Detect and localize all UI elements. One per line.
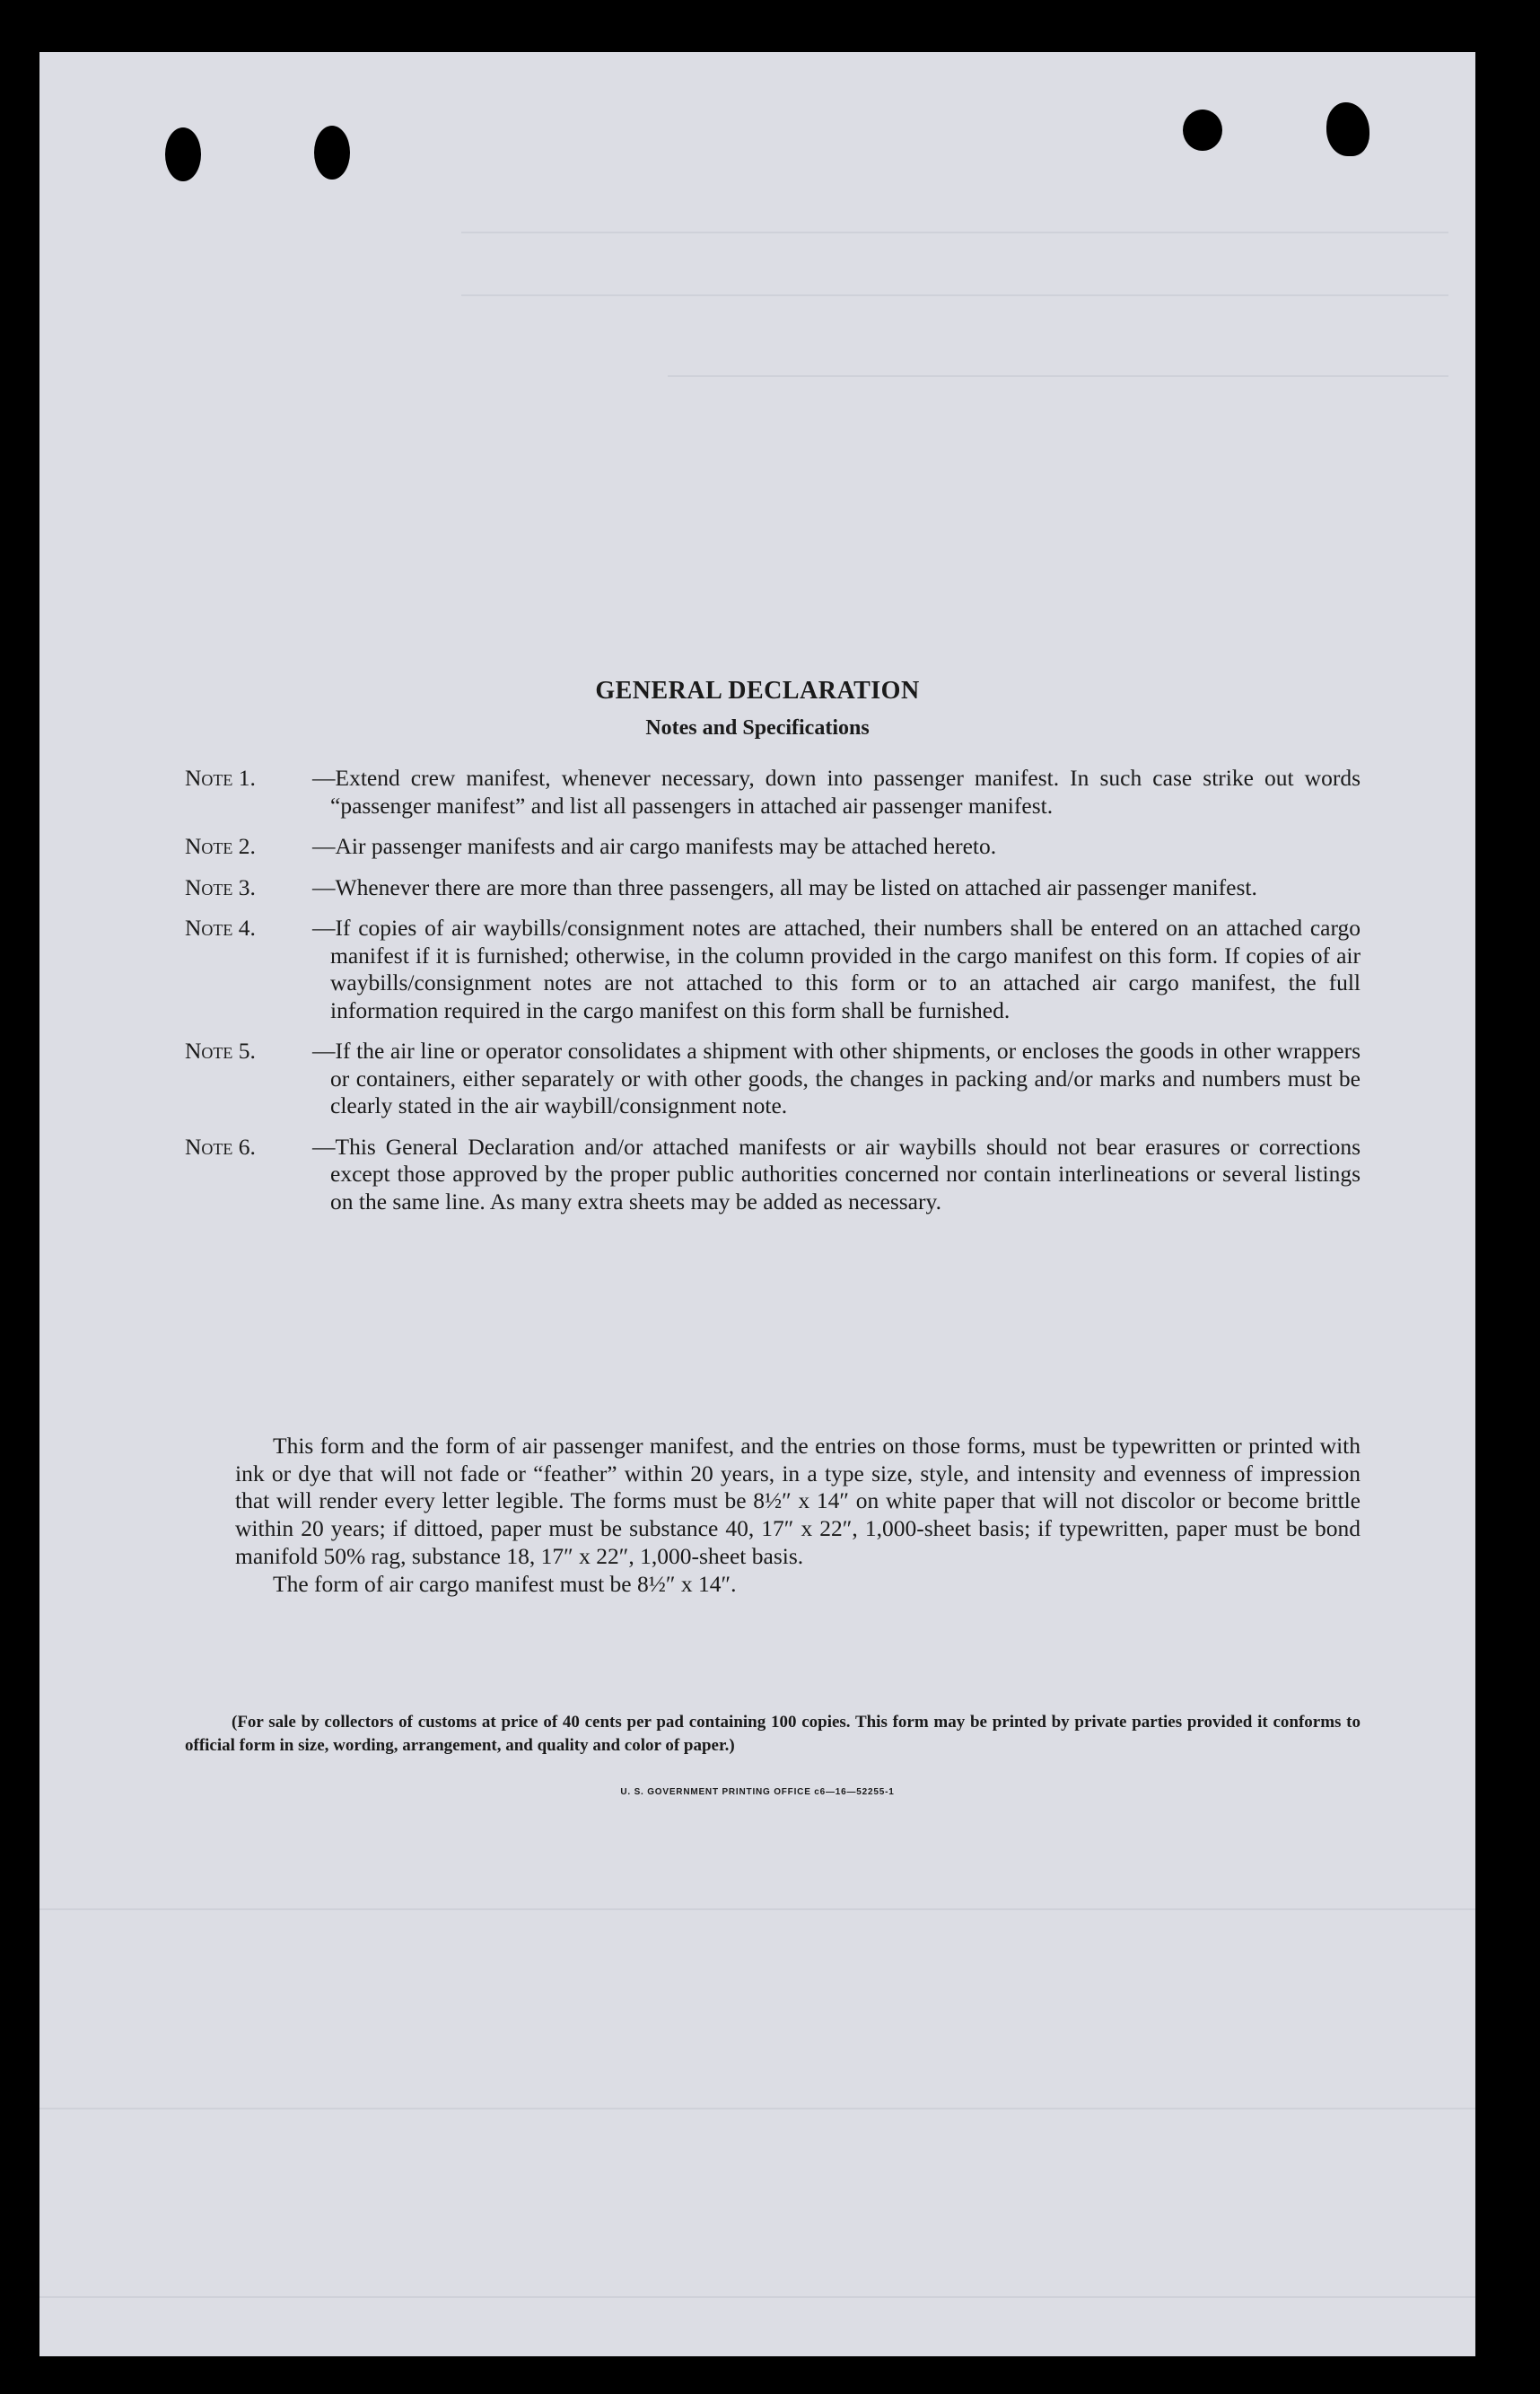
punch-hole-right-2	[1326, 102, 1369, 156]
note-6: Note 6. —This General Declaration and/or attached manifests or air waybills should not bear erasures or corrections except those approved by the proper public authorities concerned nor contain interlineations or several listings on the same line. As many extra sheets may be added as necessary.	[185, 1133, 1361, 1215]
note-label: Note 3.	[185, 873, 256, 900]
note-label: Note 1.	[185, 765, 256, 791]
note-text: This General Declaration and/or attached manifests or air waybills should not bear erasures or corrections except those approved by the proper public authorities concerned nor contain interlineations or several listings on the same line. As many extra sheets may be added as necessary.	[330, 1133, 1361, 1215]
sale-notice-text: (For sale by collectors of customs at price of 40 cents per pad containing 100 copies. This form may be printed by private parties provided it conforms to official form in size, wording, arrangement, and quality and color of paper.)	[185, 1713, 1361, 1755]
note-5: Note 5. —If the air line or operator consolidates a shipment with other shipments, or encloses the goods in other wrappers or containers, either separately or with other goods, the changes in packing and/or marks and numbers must be clearly stated in the air waybill/consignment note.	[185, 1038, 1361, 1118]
punch-hole-left-2	[314, 126, 350, 180]
bleed-through-line	[668, 375, 1448, 377]
sale-notice	[185, 1711, 1361, 1758]
page-subtitle: Notes and Specifications	[645, 716, 870, 740]
note-3: Note 3. —Whenever there are more than three passengers, all may be listed on attached air passenger manifest.	[185, 873, 1257, 900]
bleed-through-line	[461, 232, 1448, 233]
punch-hole-right-1	[1183, 110, 1222, 151]
punch-hole-left-1	[165, 127, 201, 181]
note-text: Whenever there are more than three passengers, all may be listed on attached air passenger manifest.	[335, 873, 1257, 900]
note-text: Air passenger manifests and air cargo manifests may be attached hereto.	[335, 833, 997, 859]
bleed-through-line	[461, 294, 1448, 296]
requirements-text: This form and the form of air passenger manifest, and the entries on those forms, must be typewritten or printed with ink or dye that will not fade or “feather” within 20 years, in a type size, style, and intensity and evenness of impression that will render every letter legible. The forms must be 8½″ x 14″ on white paper that will not discolor or become brittle within 20 years; if dittoed, paper must be substance 40, 17″ x 22″, 1,000-sheet basis; if typewritten, paper must be bond manifold 50% rag, substance 18, 17″ x 22″, 1,000-sheet basis.	[235, 1433, 1361, 1569]
bleed-through-line	[39, 1908, 1475, 1910]
note-1: Note 1. —Extend crew manifest, whenever necessary, down into passenger manifest. In such case strike out words “passenger manifest” and list all passengers in attached air passenger manifest.	[185, 765, 1361, 819]
note-2: Note 2. —Air passenger manifests and air cargo manifests may be attached hereto.	[185, 833, 997, 859]
notes-list	[185, 765, 1361, 1229]
note-label: Note 2.	[185, 833, 256, 859]
note-text: If copies of air waybills/consignment notes are attached, their numbers shall be entered on an attached cargo manifest if it is furnished; otherwise, in the column provided in the cargo manifest on this form. If copies of air waybills/consignment notes are not attached to this form or to an attached air cargo manifest, the full information required in the cargo manifest on this form shall be furnished.	[330, 915, 1361, 1023]
scanned-page	[39, 52, 1475, 2356]
page-title: GENERAL DECLARATION	[595, 677, 920, 705]
note-4: Note 4. —If copies of air waybills/consignment notes are attached, their numbers shall be entered on an attached cargo manifest if it is furnished; otherwise, in the column provided in the cargo manifest on this form. If copies of air waybills/consignment notes are not attached to this form or to an attached air cargo manifest, the full information required in the cargo manifest on this form shall be furnished.	[185, 915, 1361, 1023]
printer-imprint: U. S. GOVERNMENT PRINTING OFFICE c6—16—52255-1	[620, 1787, 895, 1797]
note-label: Note 5.	[185, 1038, 256, 1064]
note-label: Note 6.	[185, 1133, 256, 1160]
note-text: If the air line or operator consolidates a shipment with other shipments, or encloses the goods in other wrappers or containers, either separately or with other goods, the changes in packing and/or marks and numbers must be clearly stated in the air waybill/consignment note.	[330, 1038, 1361, 1118]
cargo-manifest-size-text: The form of air cargo manifest must be 8½″ x 14″.	[273, 1570, 737, 1597]
form-requirements-paragraph	[235, 1433, 1361, 1598]
note-text: Extend crew manifest, whenever necessary, down into passenger manifest. In such case strike out words “passenger manifest” and list all passengers in attached air passenger manifest.	[330, 765, 1361, 819]
bleed-through-line	[39, 2108, 1475, 2109]
bleed-through-line	[39, 2296, 1475, 2298]
note-label: Note 4.	[185, 915, 256, 941]
